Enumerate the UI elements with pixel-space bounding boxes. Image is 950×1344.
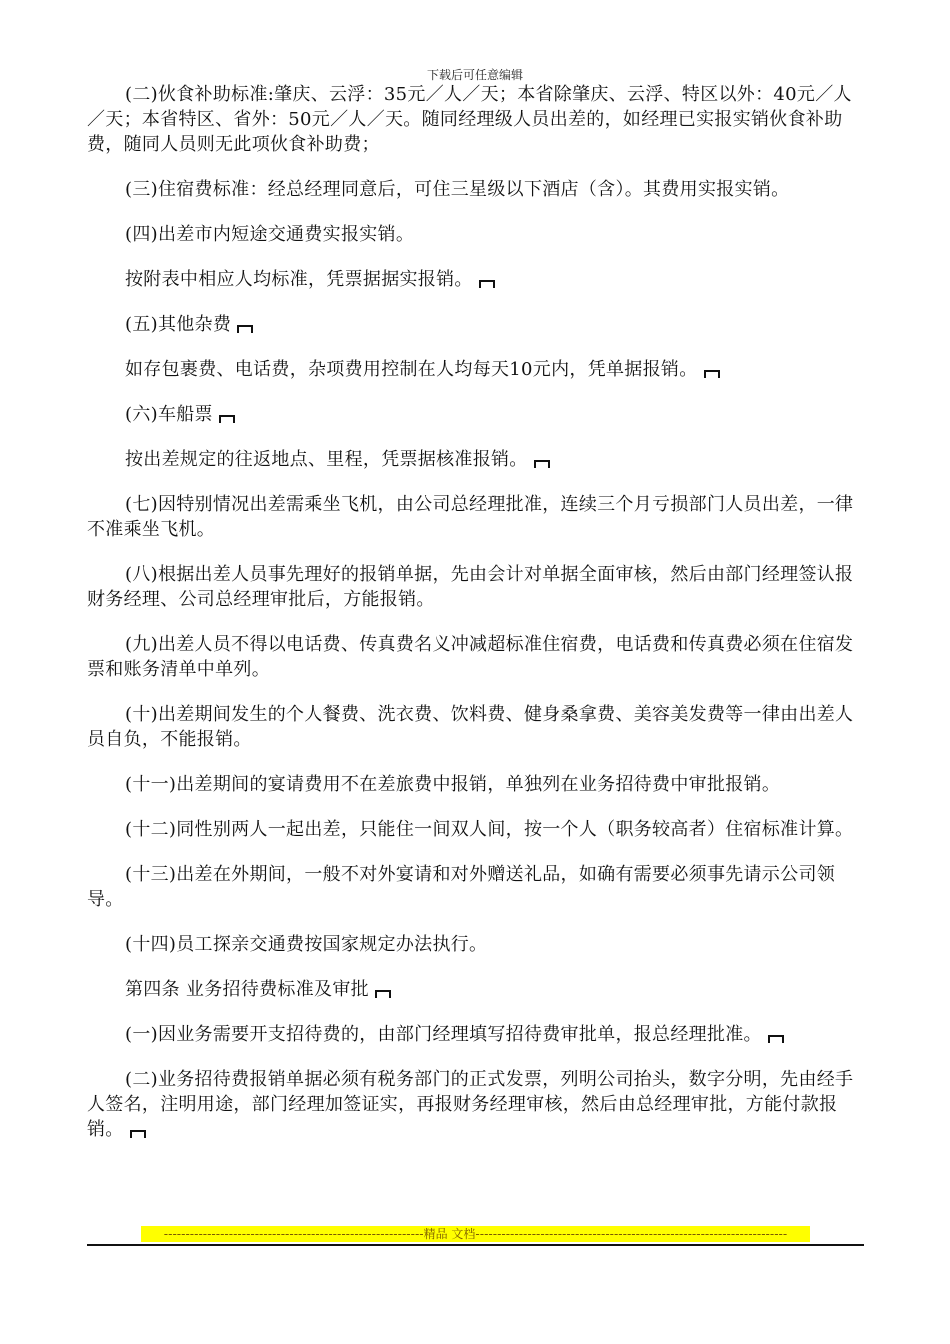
paragraph — [87, 702, 865, 752]
paragraph — [87, 492, 865, 542]
paragraph-mark-icon — [130, 1130, 146, 1138]
paragraph — [87, 357, 865, 382]
paragraph-text: (四)出差市内短途交通费实报实销。 — [125, 224, 415, 245]
paragraph — [87, 177, 865, 202]
paragraph — [87, 312, 865, 337]
paragraph-text: (二)伙食补助标准:肇庆、云浮：35元／人／天；本省除肇庆、云浮、特区以外：40元／人／天；本省特区、省外：50元／人／天。随同经理级人员出差的，如经理已实报实销伙食补助费，随同人员则无此项伙食补助费； — [87, 84, 852, 155]
paragraph-mark-icon — [237, 325, 253, 333]
paragraph-mark-icon — [704, 370, 720, 378]
paragraph-text: (十四)员工探亲交通费按国家规定办法执行。 — [125, 934, 488, 955]
paragraph — [87, 447, 865, 472]
document-body — [87, 82, 865, 1162]
paragraph — [87, 222, 865, 247]
paragraph-mark-icon — [479, 280, 495, 288]
paragraph-text: (十一)出差期间的宴请费用不在差旅费中报销，单独列在业务招待费中审批报销。 — [125, 774, 781, 795]
header-note: 下载后可任意编辑 — [426, 68, 523, 82]
paragraph — [87, 1067, 865, 1142]
paragraph — [87, 267, 865, 292]
paragraph-text: (七)因特别情况出差需乘坐飞机，由公司总经理批准，连续三个月亏损部门人员出差，一律不准乘坐飞机。 — [87, 494, 854, 540]
paragraph — [87, 562, 865, 612]
paragraph-text: (六)车船票 — [125, 404, 213, 425]
paragraph-text: 按附表中相应人均标准，凭票据据实报销。 — [125, 269, 473, 290]
paragraph — [87, 82, 865, 157]
paragraph-text: (五)其他杂费 — [125, 314, 232, 335]
paragraph-mark-icon — [219, 415, 235, 423]
paragraph-text: 按出差规定的往返地点、里程，凭票据核准报销。 — [125, 449, 528, 470]
paragraph-text: 如存包裹费、电话费，杂项费用控制在人均每天10元内，凭单据报销。 — [125, 359, 698, 380]
footer-band: ------------------------------------------------------------精品 文档------------------------------------------------------------------------ — [141, 1226, 810, 1242]
paragraph — [87, 772, 865, 797]
paragraph-text: (十)出差期间发生的个人餐费、洗衣费、饮料费、健身桑拿费、美容美发费等一律由出差人员自负，不能报销。 — [87, 704, 854, 750]
paragraph — [87, 862, 865, 912]
paragraph-mark-icon — [375, 990, 391, 998]
paragraph-mark-icon — [534, 460, 550, 468]
paragraph — [87, 402, 865, 427]
paragraph — [87, 1022, 865, 1047]
paragraph-text: (八)根据出差人员事先理好的报销单据，先由会计对单据全面审核，然后由部门经理签认报财务经理、公司总经理审批后，方能报销。 — [87, 564, 854, 610]
paragraph-text: (三)住宿费标准：经总经理同意后，可住三星级以下酒店（含）。其费用实报实销。 — [125, 179, 790, 200]
paragraph-text: (九)出差人员不得以电话费、传真费名义冲减超标准住宿费，电话费和传真费必须在住宿发票和账务清单中单列。 — [87, 634, 854, 680]
paragraph — [87, 977, 865, 1002]
paragraph — [87, 932, 865, 957]
paragraph — [87, 632, 865, 682]
paragraph-mark-icon — [768, 1035, 784, 1043]
paragraph-text: (一)因业务需要开支招待费的，由部门经理填写招待费审批单，报总经理批准。 — [125, 1024, 762, 1045]
paragraph — [87, 817, 865, 842]
footer-rule — [87, 1244, 864, 1246]
paragraph-text: (十三)出差在外期间，一般不对外宴请和对外赠送礼品，如确有需要必须事先请示公司领导。 — [87, 864, 836, 910]
paragraph-text: (二)业务招待费报销单据必须有税务部门的正式发票，列明公司抬头，数字分明，先由经手人签名，注明用途，部门经理加签证实，再报财务经理审核，然后由总经理审批，方能付款报销。 — [87, 1069, 854, 1140]
paragraph-text: 第四条 业务招待费标准及审批 — [125, 979, 369, 1000]
paragraph-text: (十二)同性别两人一起出差，只能住一间双人间，按一个人（职务较高者）住宿标准计算。 — [125, 819, 854, 840]
